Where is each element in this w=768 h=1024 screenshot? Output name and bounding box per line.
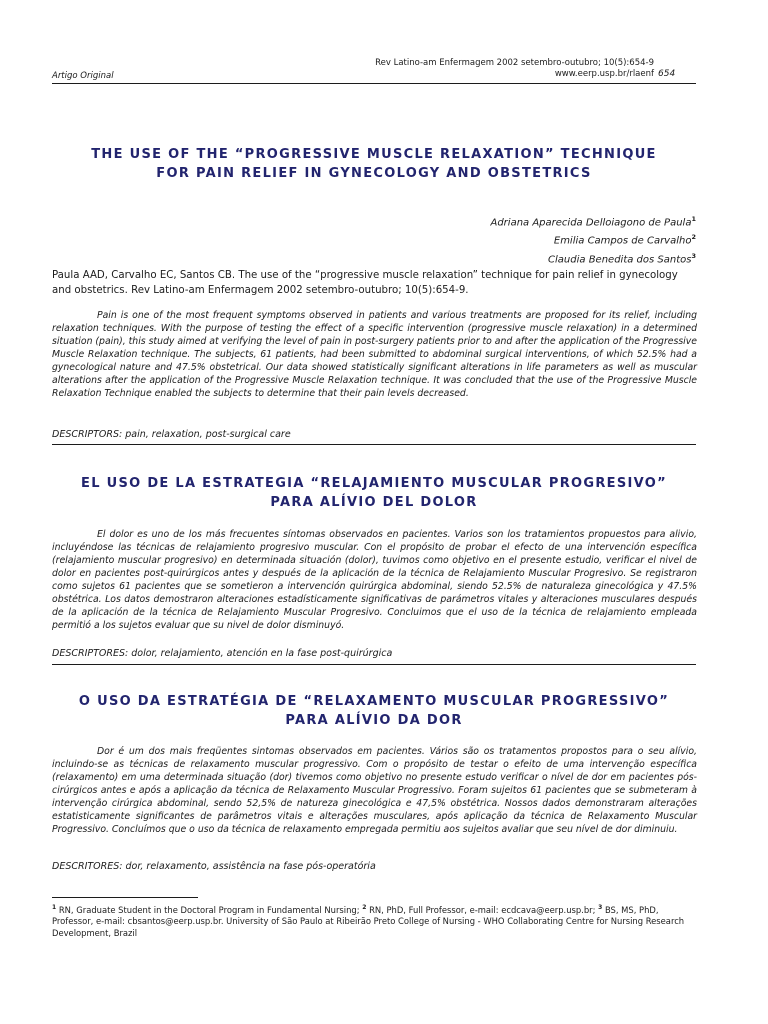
footnote-mark: 1 [52,904,57,911]
footnote-text: RN, PhD, Full Professor, e-mail: ecdcava@eerp.usp.br; [366,904,599,915]
portuguese-title-line2: PARA ALÍVIO DA DOR [285,713,463,728]
footnote-text: BS, MS, PhD, Professor, e-mail: cbsantos@eerp.usp.br. University of São Paulo at Ribeirão Preto College of Nursing - WHO Collaborating Centre for Nursing Research Development, Brazil [52,904,685,938]
english-title-line2: FOR PAIN RELIEF IN GYNECOLOGY AND OBSTETRICS [156,166,592,181]
header-divider [52,83,696,84]
portuguese-title [52,692,696,730]
spanish-abstract [52,528,697,632]
author-3 [490,249,696,267]
footnote [52,902,700,939]
english-title-line1: THE USE OF THE “PROGRESSIVE MUSCLE RELAXATION” TECHNIQUE [91,147,657,162]
portuguese-descriptors: DESCRITORES: dor, relaxamento, assistência na fase pós-operatória [52,861,376,872]
footnote-mark: 3 [598,904,603,911]
spanish-title-line1: EL USO DE LA ESTRATEGIA “RELAJAMIENTO MUSCULAR PROGRESIVO” [81,476,667,491]
citation: Paula AAD, Carvalho EC, Santos CB. The use of the “progressive muscle relaxation” technique for pain relief in gynecology and obstetrics. Rev Latino-am Enfermagem 2002 setembro-outubro; 10(5):654-9. [52,270,678,296]
english-abstract-text: Pain is one of the most frequent symptoms observed in patients and various treatments are proposed for its relief, including relaxation techniques. With the purpose of testing the effect of a specific intervention (progressive muscle relaxation) in a determined situation (pain), this study aimed at verifying the level of pain in post-surgery patients prior to and after the application of the Progressive Muscle Relaxation technique. The subjects, 61 patients, had been submitted to abdominal surgical interventions, of which 52.5% had a gynecological nature and 47.5% obstetrical. Our data showed statistically significant alterations in life parameters as well as muscular alterations after the application of the Progressive Muscle Relaxation technique. It was concluded that the use of the Progressive Muscle Relaxation Technique enabled the subjects to determine that their pain levels decreased. [52,310,697,399]
section-divider [52,664,696,665]
author-mark: 3 [691,251,696,260]
section-label: Artigo Original [52,71,114,81]
footnote-rule [52,897,198,898]
portuguese-title-line1: O USO DA ESTRATÉGIA DE “RELAXAMENTO MUSCULAR PROGRESSIVO” [78,694,670,709]
footnote-mark: 2 [362,904,367,911]
journal-url[interactable]: www.eerp.usp.br/rlaenf [554,68,654,79]
portuguese-abstract-text: Dor é um dos mais freqüentes sintomas observados em pacientes. Vários são os tratamentos propostos para o seu alívio, incluindo-se as técnicas de relaxamento muscular progressivo. Com o propósito de testar o efeito de uma intervenção específica (relaxamento) em uma determinada situação (dor) tivemos como objetivo no presente estudo verificar o nível de dor em pacientes pós-cirúrgicos antes e após a aplicação da técnica de Relaxamento Muscular Progressivo. Foram sujeitos 61 pacientes que se submeteram à intervenção cirúrgica abdominal, sendo 52,5% de natureza ginecológica e 47,5% obstétrica. Nossos dados demonstraram alterações estatisticamente significantes de parâmetros vitais e alterações musculares, após aplicação da técnica de Relaxamento Muscular Progressivo. Concluímos que o uso da técnica de relaxamento empregada permitiu aos sujeitos avaliar que seu nível de dor diminuiu. [52,746,697,835]
author-2 [490,230,696,248]
footnote-text: RN, Graduate Student in the Doctoral Program in Fundamental Nursing; [56,904,363,915]
english-descriptors: DESCRIPTORS: pain, relaxation, post-surgical care [52,429,291,440]
author-name: Emilia Campos de Carvalho [553,235,692,247]
author-mark: 2 [691,233,696,242]
english-abstract [52,309,697,400]
author-name: Claudia Benedita dos Santos [548,253,692,265]
portuguese-abstract [52,745,697,836]
author-mark: 1 [691,215,696,223]
spanish-title [52,474,696,512]
spanish-abstract-text: El dolor es uno de los más frecuentes síntomas observados en pacientes. Varios son los tratamientos propuestos para alivio, incluyéndose las técnicas de relajamiento progresivo muscular. Con el propósito de probar el efecto de una intervención específica (relajamiento muscular progresivo) en determinada situación (dolor), tuvimos como objetivo en el presente estudio, verificar el nivel de dolor en pacientes post-quirúrgicos antes y después de la aplicación de la técnica de Relajamiento Muscular Progresivo. Se registraron como sujetos 61 pacientes que se sometieron a intervención quirúrgica abdominal, siendo 52.5% de naturaleza ginecológica y 47.5% obstétrica. Los datos demostraron alteraciones estadísticamente significativas de parámetros vitales y alteraciones musculares después de la aplicación de la técnica de Relajamiento Muscular Progresivo. Concluimos que el uso de la técnica de relajamiento empleada permitió a los sujetos evaluar que su nivel de dolor disminuyó. [52,529,697,631]
author-1 [490,212,696,230]
section-divider [52,444,696,445]
journal-citation-line: Rev Latino-am Enfermagem 2002 setembro-outubro; 10(5):654-9 [375,58,654,68]
spanish-descriptors: DESCRIPTORES: dolor, relajamiento, atención en la fase post-quirúrgica [52,648,393,659]
author-name: Adriana Aparecida Delloiagono de Paula [490,217,692,229]
journal-header [375,58,654,79]
author-list [490,212,696,267]
page-number: 654 [658,69,676,79]
english-title [52,145,696,183]
spanish-title-line2: PARA ALÍVIO DEL DOLOR [270,495,478,510]
